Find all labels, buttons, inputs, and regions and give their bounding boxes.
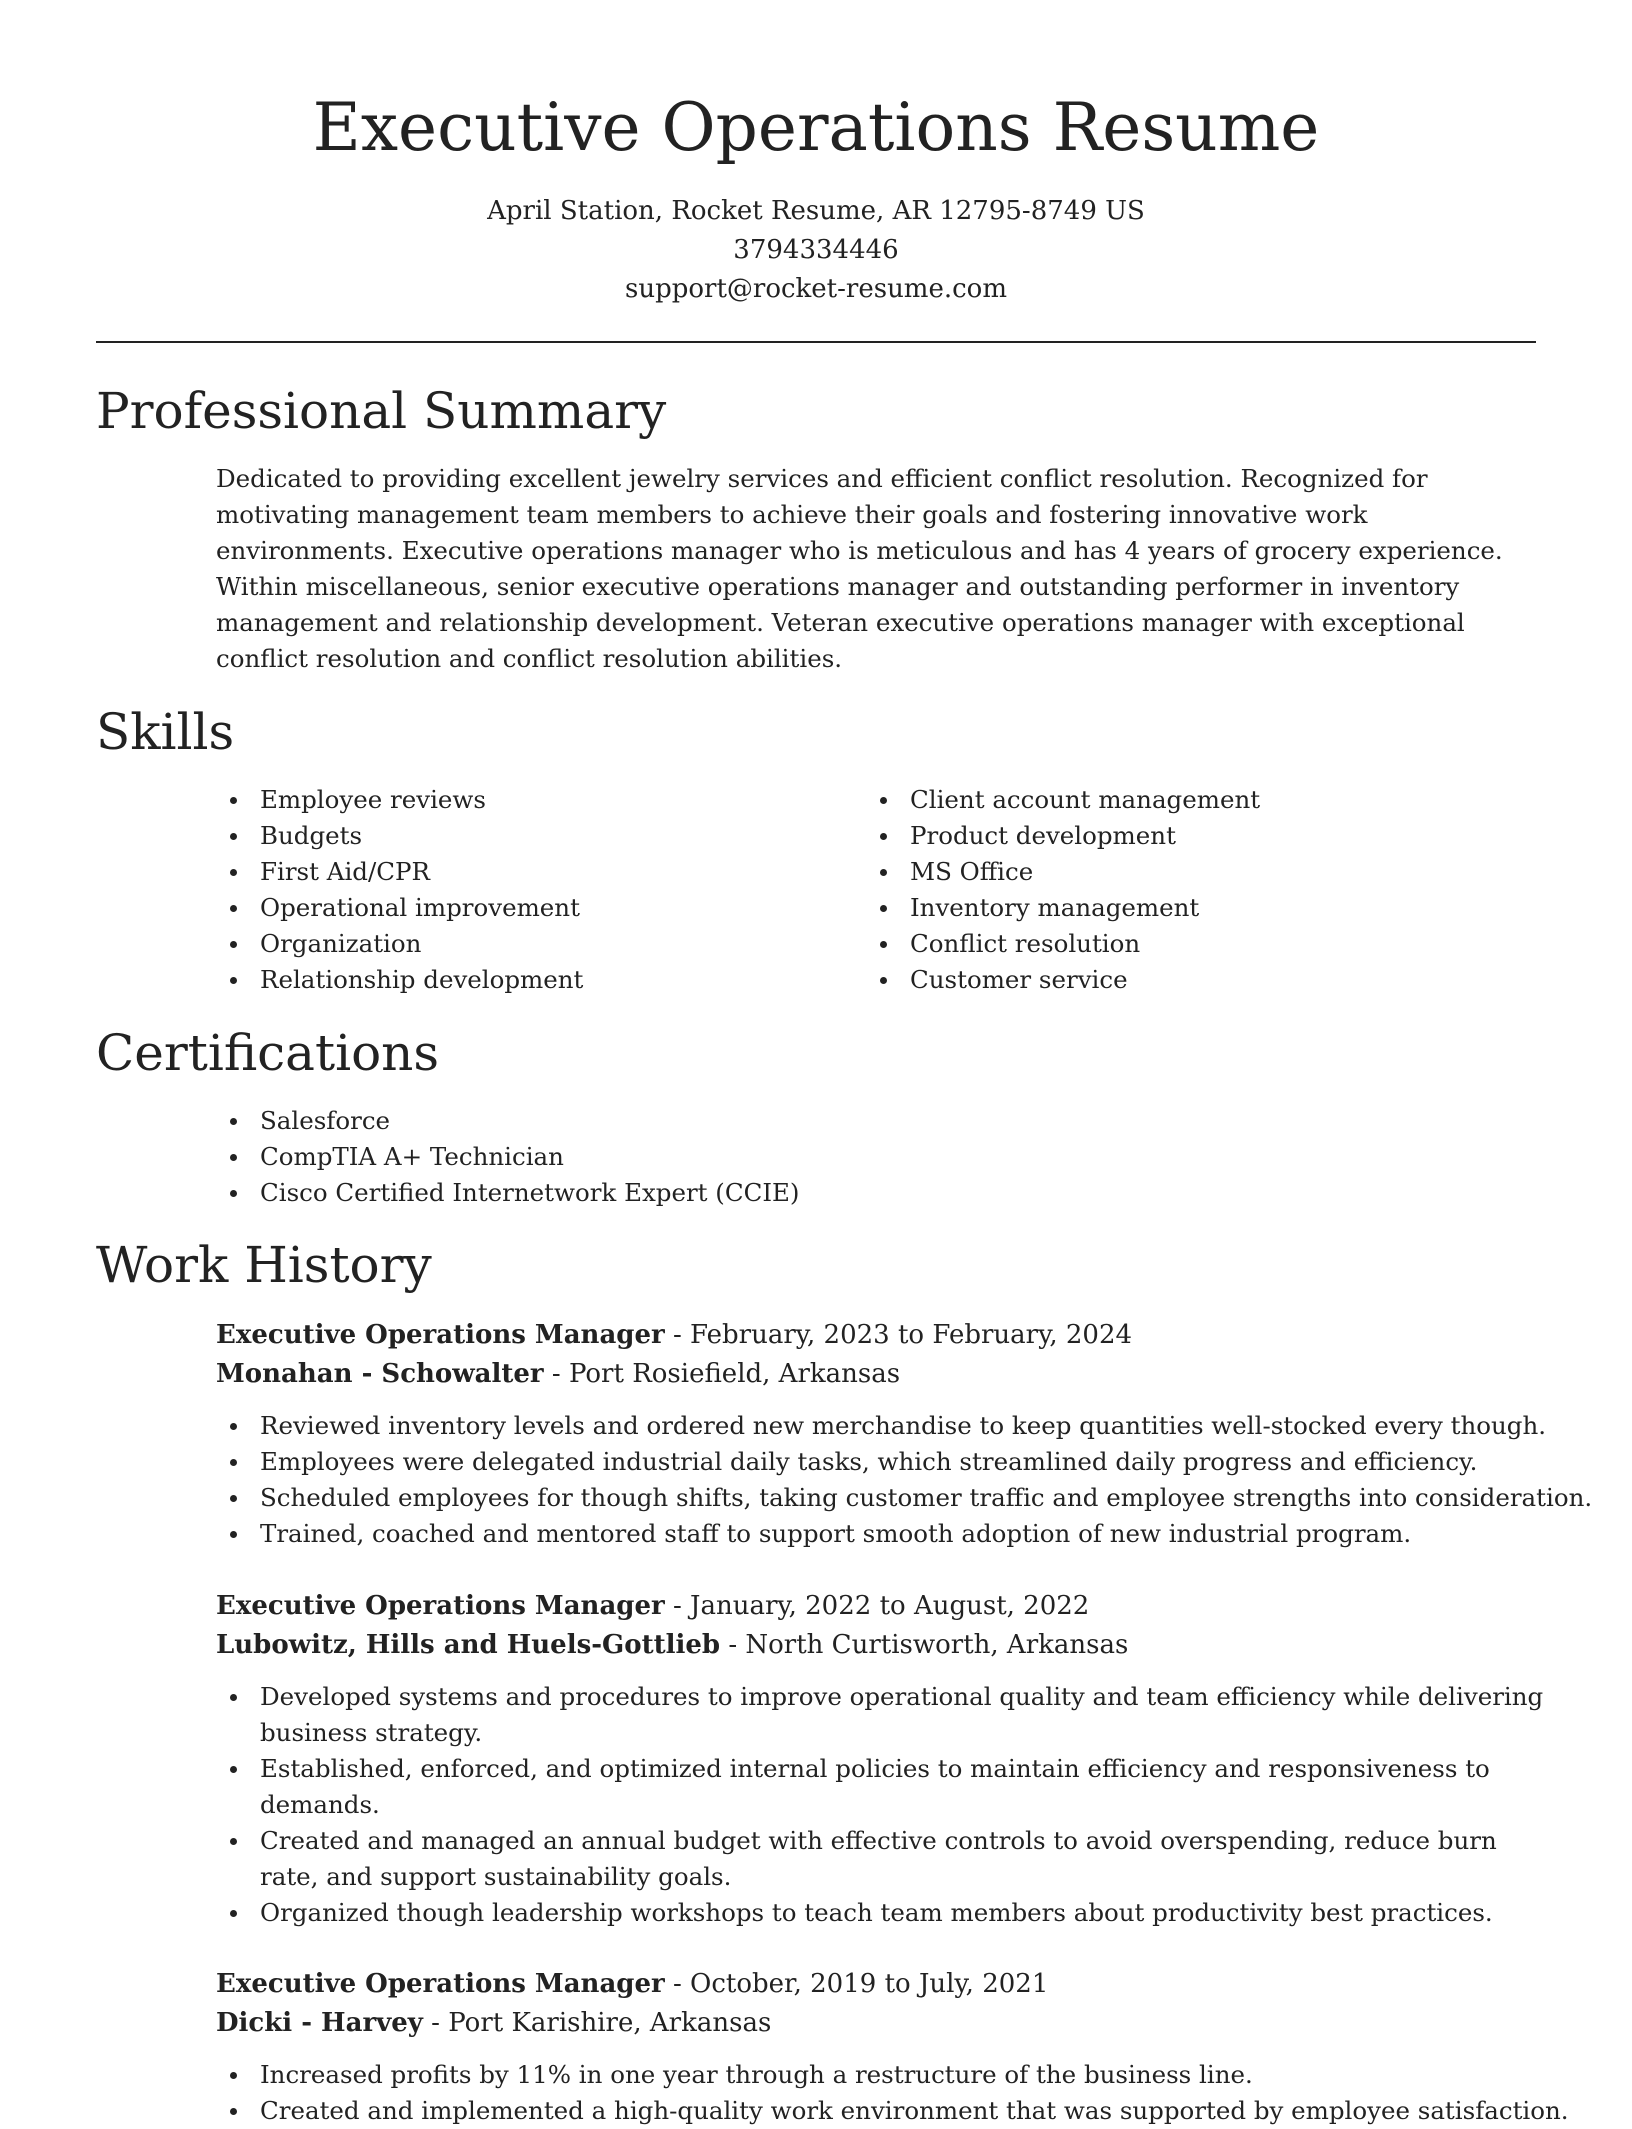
job-bullet: Established, enforced, and optimized internal policies to maintain efficiency and responsiveness to demands. xyxy=(216,1751,1546,1823)
job-bullets xyxy=(216,1679,1546,1931)
skill-item: Product development xyxy=(866,818,1536,854)
job-title: Executive Operations Manager xyxy=(216,1591,665,1621)
job-bullet: Trained, coached and mentored staff to support smooth adoption of new industrial program. xyxy=(216,1516,1546,1552)
job-bullet: Reviewed inventory levels and ordered new merchandise to keep quantities well-stocked every though. xyxy=(216,1408,1546,1444)
summary-heading: Professional Summary xyxy=(96,382,667,440)
job-bullet: Developed systems and procedures to improve operational quality and team efficiency while delivering business strategy. xyxy=(216,1679,1546,1751)
job-bullets xyxy=(216,2057,1569,2129)
email: support@rocket-resume.com xyxy=(624,274,1007,304)
skills-list-left xyxy=(216,782,816,998)
job-dates: - January, 2022 to August, 2022 xyxy=(664,1591,1090,1621)
contact-info xyxy=(0,192,1632,309)
skill-item: Organization xyxy=(216,926,816,962)
summary-text: Dedicated to providing excellent jewelry services and efficient conflict resolution. Recognized for motivating management team members to achieve their goals and fostering innovative work environments. Executive operations manager who is meticulous and has 4 years of grocery experience. Within miscellaneous, senior executive operations manager and outstanding performer in inventory management and relationship development. Veteran executive operations manager with exceptional conflict resolution and conflict resolution abilities. xyxy=(216,464,1503,673)
job-entry xyxy=(216,1316,1593,1552)
skill-item: Client account management xyxy=(866,782,1536,818)
job-bullet: Increased profits by 11% in one year through a restructure of the business line. xyxy=(216,2057,1546,2093)
phone: 3794334446 xyxy=(733,235,899,265)
skill-item: Relationship development xyxy=(216,962,816,998)
job-title: Executive Operations Manager xyxy=(216,1320,665,1350)
skill-item: Operational improvement xyxy=(216,890,816,926)
job-location: - Port Karishire, Arkansas xyxy=(422,2008,772,2038)
skill-item: Customer service xyxy=(866,962,1536,998)
header-divider xyxy=(96,341,1536,343)
skills-column-right xyxy=(866,782,1536,998)
job-company-line xyxy=(216,2004,1546,2043)
job-company-line xyxy=(216,1355,1546,1394)
job-company: Monahan - Schowalter xyxy=(216,1359,544,1389)
skill-item: Inventory management xyxy=(866,890,1536,926)
address: April Station, Rocket Resume, AR 12795-8749 US xyxy=(487,196,1145,226)
resume-title: Executive Operations Resume xyxy=(312,89,1320,166)
job-company-line xyxy=(216,1626,1546,1665)
skills-list-right xyxy=(866,782,1536,998)
skills-heading: Skills xyxy=(96,703,235,761)
job-company: Lubowitz, Hills and Huels-Gottlieb xyxy=(216,1630,721,1660)
skill-item: MS Office xyxy=(866,854,1536,890)
job-location: - Port Rosiefield, Arkansas xyxy=(543,1359,901,1389)
certifications-section xyxy=(216,1103,1536,1211)
resume-header xyxy=(0,0,1632,309)
job-dates: - October, 2019 to July, 2021 xyxy=(664,1969,1049,1999)
certifications-heading: Certifications xyxy=(96,1024,440,1082)
job-title-line xyxy=(216,1965,1546,2004)
job-company: Dicki - Harvey xyxy=(216,2008,423,2038)
certification-item: Cisco Certified Internetwork Expert (CCIE) xyxy=(216,1175,1536,1211)
job-bullet: Employees were delegated industrial daily tasks, which streamlined daily progress and efficiency. xyxy=(216,1444,1546,1480)
job-bullet: Created and managed an annual budget with effective controls to avoid overspending, reduce burn rate, and support sustainability goals. xyxy=(216,1823,1546,1895)
skill-item: Employee reviews xyxy=(216,782,816,818)
job-dates: - February, 2023 to February, 2024 xyxy=(664,1320,1133,1350)
job-bullet: Organized though leadership workshops to teach team members about productivity best practices. xyxy=(216,1895,1546,1931)
certification-item: Salesforce xyxy=(216,1103,1536,1139)
certification-item: CompTIA A+ Technician xyxy=(216,1139,1536,1175)
skill-item: First Aid/CPR xyxy=(216,854,816,890)
job-bullets xyxy=(216,1408,1593,1552)
certifications-list xyxy=(216,1103,1536,1211)
job-bullet: Scheduled employees for though shifts, taking customer traffic and employee strengths into consideration. xyxy=(216,1480,1546,1516)
job-location: - North Curtisworth, Arkansas xyxy=(720,1630,1129,1660)
job-entry xyxy=(216,1965,1569,2129)
job-title-line xyxy=(216,1316,1546,1355)
job-bullet: Created and implemented a high-quality work environment that was supported by employee satisfaction. xyxy=(216,2093,1546,2129)
job-title: Executive Operations Manager xyxy=(216,1969,665,1999)
job-entry xyxy=(216,1587,1546,1931)
job-title-line xyxy=(216,1587,1546,1626)
work-history-heading: Work History xyxy=(96,1236,432,1294)
skill-item: Conflict resolution xyxy=(866,926,1536,962)
skill-item: Budgets xyxy=(216,818,816,854)
skills-column-left xyxy=(216,782,816,998)
